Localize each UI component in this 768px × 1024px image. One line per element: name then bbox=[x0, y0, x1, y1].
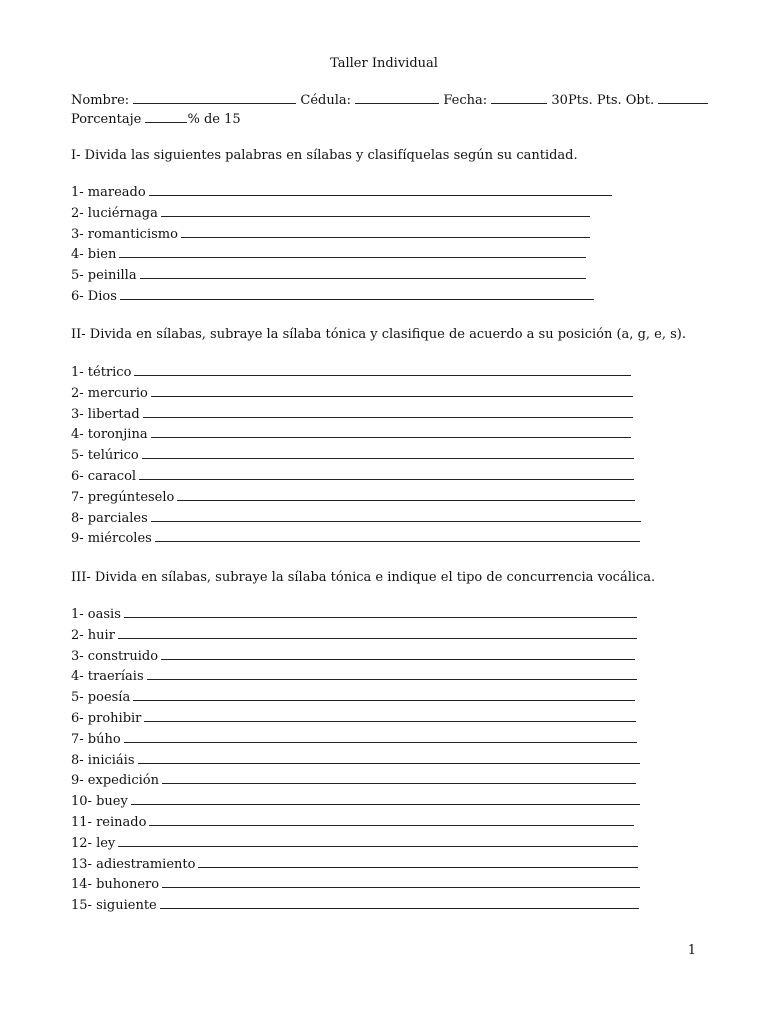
exercise-item bbox=[71, 182, 612, 200]
exercise-item bbox=[71, 508, 641, 526]
exercise-label: 8- parciales bbox=[71, 510, 148, 526]
exercise-item bbox=[71, 708, 636, 726]
exercise-item bbox=[71, 487, 635, 505]
exercise-label: 6- Dios bbox=[71, 289, 117, 304]
answer-line[interactable] bbox=[161, 646, 635, 660]
exercise-label: 5- telúrico bbox=[71, 448, 139, 464]
exercise-item bbox=[71, 770, 636, 788]
exercise-item bbox=[71, 687, 635, 705]
fecha-label: Fecha: bbox=[443, 93, 488, 108]
answer-line[interactable] bbox=[177, 487, 635, 501]
exercise-label: 2- mercurio bbox=[71, 385, 148, 401]
exercise-item bbox=[71, 625, 637, 643]
answer-line[interactable] bbox=[161, 203, 590, 217]
exercise-item bbox=[71, 874, 640, 892]
exercise-label: 3- libertad bbox=[71, 406, 140, 422]
answer-line[interactable] bbox=[151, 424, 631, 438]
exercise-label: 1- tétrico bbox=[71, 365, 132, 380]
answer-line[interactable] bbox=[198, 854, 638, 868]
answer-line[interactable] bbox=[124, 729, 637, 743]
exercise-label: 4- bien bbox=[71, 247, 117, 263]
answer-line[interactable] bbox=[147, 666, 637, 680]
exercise-item bbox=[71, 265, 586, 283]
answer-line[interactable] bbox=[155, 528, 640, 542]
cedula-label: Cédula: bbox=[300, 93, 352, 108]
porcentaje-label: Porcentaje bbox=[71, 112, 142, 127]
answer-line[interactable] bbox=[162, 874, 640, 888]
exercise-item bbox=[71, 445, 634, 463]
exercise-item bbox=[71, 224, 590, 242]
exercise-label: 7- búho bbox=[71, 731, 121, 747]
answer-line[interactable] bbox=[149, 812, 634, 826]
exercise-label: 6- caracol bbox=[71, 469, 137, 484]
exercise-item bbox=[71, 528, 640, 546]
exercise-item bbox=[71, 791, 640, 809]
cedula-blank[interactable] bbox=[355, 91, 439, 104]
nombre-blank[interactable] bbox=[133, 91, 296, 104]
answer-line[interactable] bbox=[118, 625, 637, 639]
header-fields-line bbox=[71, 91, 708, 110]
exercise-label: 5- poesía bbox=[71, 690, 131, 706]
exercise-item bbox=[71, 854, 638, 872]
porcentaje-suffix: % de 15 bbox=[187, 112, 241, 127]
exercise-label: 7- pregúnteselo bbox=[71, 489, 175, 505]
exercise-item bbox=[71, 895, 639, 913]
answer-line[interactable] bbox=[134, 362, 631, 376]
exercise-item bbox=[71, 750, 640, 768]
exercise-item bbox=[71, 666, 637, 684]
answer-line[interactable] bbox=[160, 895, 639, 909]
porcentaje-blank[interactable] bbox=[145, 110, 187, 123]
answer-line[interactable] bbox=[144, 708, 636, 722]
porcentaje-line bbox=[71, 110, 241, 129]
pts-blank[interactable] bbox=[658, 91, 708, 104]
exercise-label: 14- buhonero bbox=[71, 877, 160, 893]
exercise-item bbox=[71, 362, 631, 380]
answer-line[interactable] bbox=[139, 466, 634, 480]
exercise-label: 12- ley bbox=[71, 835, 116, 851]
answer-line[interactable] bbox=[151, 383, 633, 397]
exercise-item bbox=[71, 646, 635, 664]
exercise-item bbox=[71, 424, 631, 442]
exercise-item bbox=[71, 833, 638, 851]
section1-heading: I- Divida las siguientes palabras en sílabas y clasifíquelas según su cantidad. bbox=[71, 148, 578, 163]
exercise-item bbox=[71, 604, 637, 622]
answer-line[interactable] bbox=[138, 750, 640, 764]
page-title: Taller Individual bbox=[330, 56, 438, 71]
exercise-label: 10- buey bbox=[71, 794, 128, 810]
exercise-item bbox=[71, 244, 586, 262]
pts-label: 30Pts. Pts. Obt. bbox=[551, 93, 655, 108]
answer-line[interactable] bbox=[118, 833, 638, 847]
answer-line[interactable] bbox=[133, 687, 635, 701]
answer-line[interactable] bbox=[140, 265, 586, 279]
answer-line[interactable] bbox=[162, 770, 636, 784]
exercise-label: 6- prohibir bbox=[71, 711, 142, 726]
exercise-label: 4- toronjina bbox=[71, 427, 148, 443]
answer-line[interactable] bbox=[120, 286, 594, 300]
exercise-label: 5- peinilla bbox=[71, 268, 137, 284]
exercise-label: 11- reinado bbox=[71, 815, 147, 830]
nombre-label: Nombre: bbox=[71, 93, 130, 108]
exercise-item bbox=[71, 729, 637, 747]
exercise-label: 2- huir bbox=[71, 627, 115, 643]
answer-line[interactable] bbox=[151, 508, 641, 522]
exercise-label: 8- iniciáis bbox=[71, 752, 135, 768]
exercise-label: 15- siguiente bbox=[71, 898, 157, 914]
exercise-item bbox=[71, 404, 633, 422]
answer-line[interactable] bbox=[143, 404, 633, 418]
exercise-label: 13- adiestramiento bbox=[71, 856, 196, 872]
answer-line[interactable] bbox=[119, 244, 586, 258]
exercise-label: 2- luciérnaga bbox=[71, 205, 158, 221]
exercise-label: 9- miércoles bbox=[71, 531, 152, 547]
answer-line[interactable] bbox=[131, 791, 640, 805]
fecha-blank[interactable] bbox=[491, 91, 547, 104]
answer-line[interactable] bbox=[149, 182, 612, 196]
section2-heading: II- Divida en sílabas, subraye la sílaba tónica y clasifique de acuerdo a su posición (a, g, e, s). bbox=[71, 327, 686, 342]
exercise-label: 9- expedición bbox=[71, 773, 159, 789]
exercise-item bbox=[71, 286, 594, 304]
exercise-label: 4- traeríais bbox=[71, 669, 144, 685]
exercise-item bbox=[71, 383, 633, 401]
exercise-item bbox=[71, 203, 590, 221]
exercise-label: 1- oasis bbox=[71, 607, 121, 622]
exercise-label: 1- mareado bbox=[71, 185, 146, 200]
exercise-label: 3- construido bbox=[71, 648, 159, 664]
answer-line[interactable] bbox=[181, 224, 590, 238]
exercise-item bbox=[71, 466, 634, 484]
exercise-label: 3- romanticismo bbox=[71, 226, 178, 242]
page-number: 1 bbox=[687, 943, 696, 958]
section3-heading: III- Divida en sílabas, subraye la sílaba tónica e indique el tipo de concurrencia vocálica. bbox=[71, 570, 656, 585]
answer-line[interactable] bbox=[124, 604, 637, 618]
exercise-item bbox=[71, 812, 634, 830]
answer-line[interactable] bbox=[142, 445, 634, 459]
